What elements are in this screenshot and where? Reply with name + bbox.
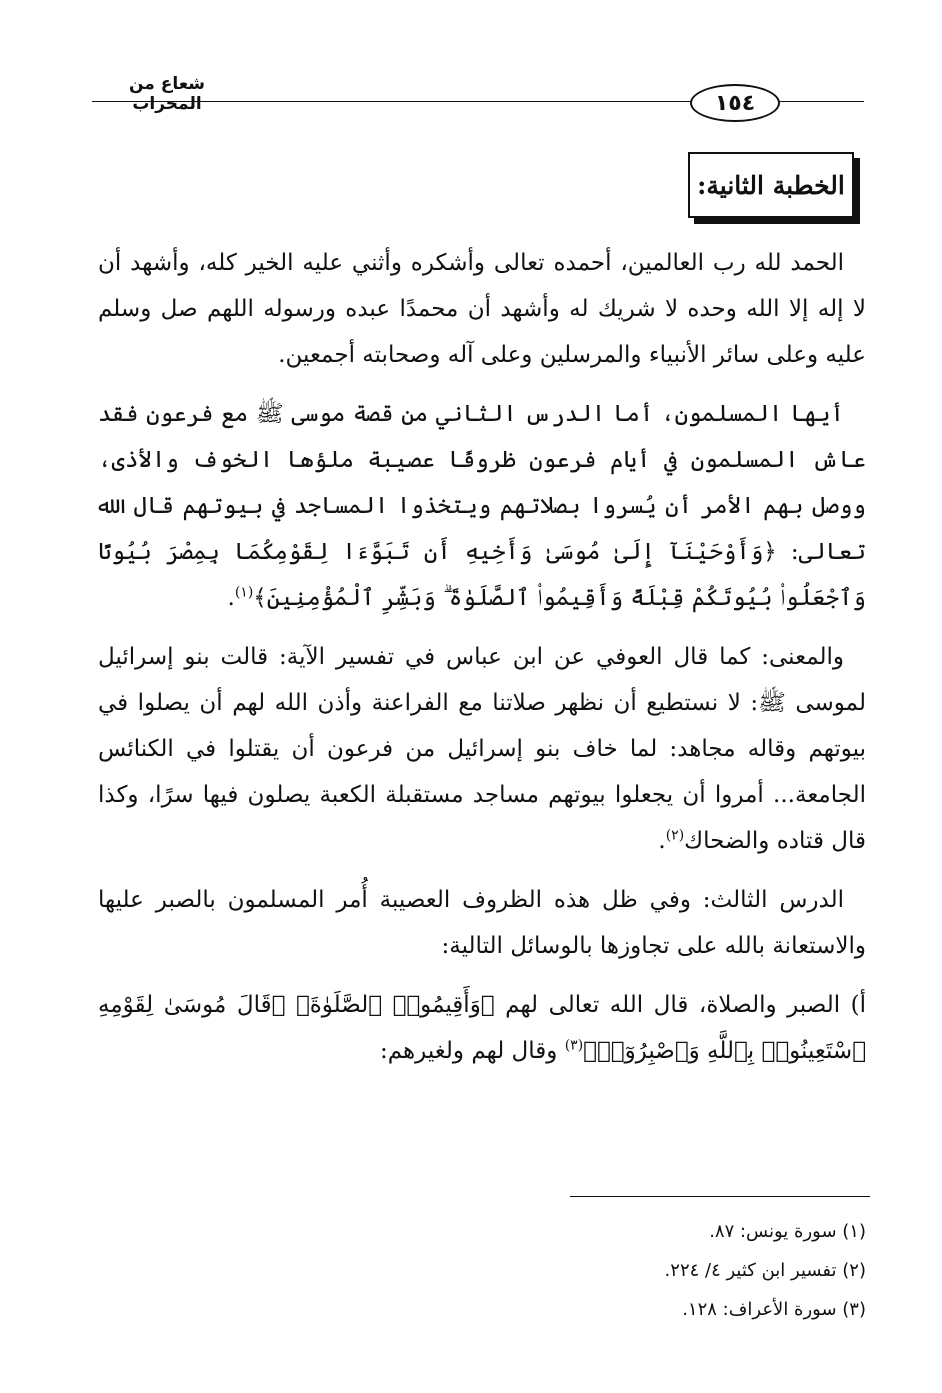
paragraph-patience	[98, 982, 866, 1074]
paragraph-opening	[98, 240, 866, 378]
footnote-3: (٣) سورة الأعراف: ١٢٨.	[682, 1299, 866, 1320]
footnote-1: (١) سورة يونس: ٨٧.	[709, 1221, 866, 1242]
page-number: ١٥٤	[690, 84, 780, 122]
paragraph-meaning-text: والمعنى: كما قال العوفي عن ابن عباس في تفسير الآية: قالت بنو إسرائيل لموسى ﷺ: لا نستطيع أن نظهر صلاتنا مع الفراعنة وأذن الله لهم أن يصلوا في بيوتهم وقاله مجاهد: لما خاف بنو إسرائيل من فرعون أن يقتلوا في الكنائس الجامعة... أمروا أن يجعلوا بيوتهم مساجد مستقبلة الكعبة يصلون فيها سرًا، وكذا قال قتاده والضحاك	[98, 644, 866, 854]
footnote-2: (٢) تفسير ابن كثير ٤/ ٢٢٤.	[664, 1260, 866, 1281]
paragraph-second-lesson: أيها المسلمون، أما الدرس الثاني من قصة موسى ﷺ مع فرعون فقد عاش المسلمون في أيام فرعون ظروفًا عصيبة ملؤها الخوف والأذى، ووصل بهم الأمر أن يُسروا بصلاتهم ويتخذوا المساجد في بيوتهم قال الله تعالى: ﴿وَأَوْحَيْنَآ إِلَىٰ مُوسَىٰ وَأَخِيهِ أَن تَبَوَّءَا لِقَوْمِكُمَا بِمِصْرَ بُيُوتًا وَٱجْعَلُوا۟ بُيُوتَكُمْ قِبْلَةً وَأَقِيمُوا۟ ٱلصَّلَوٰةَ ۗ وَبَشِّرِ ٱلْمُؤْمِنِينَ﴾$^{(١)}$.	[98, 401, 866, 611]
footnote-ref-1: (١)	[234, 584, 254, 601]
section-title: الخطبة الثانية:	[688, 152, 854, 218]
footnote-rule	[570, 1196, 870, 1197]
book-title: شعاع من المحراب	[128, 74, 206, 114]
footnote-ref-3: (٣)	[564, 1037, 584, 1054]
paragraph-meaning: والمعنى: كما قال العوفي عن ابن عباس في تفسير الآية: قالت بنو إسرائيل لموسى ﷺ: لا نستطيع أن نظهر صلاتنا مع الفراعنة وأذن الله لهم أن يصلوا في بيوتهم وقاله مجاهد: لما خاف بنو إسرائيل من فرعون أن يقتلوا في الكنائس الجامعة... أمروا أن يجعلوا بيوتهم مساجد مستقبلة الكعبة يصلون فيها سرًا، وكذا قال قتاده والضحاك$^{(٢)}$.	[98, 644, 866, 854]
paragraph-third-lesson-text: الدرس الثالث: وفي ظل هذه الظروف العصيبة أُمر المسلمون بالصبر عليها والاستعانة بالله على تجاوزها بالوسائل التالية:	[98, 887, 866, 959]
paragraph-patience-suffix: وقال لهم ولغيرهم:	[379, 1038, 558, 1064]
footnotes	[366, 1212, 866, 1329]
paragraph-patience-text: أ) الصبر والصلاة، قال الله تعالى لهم ﴿وَأَقِيمُوا۟ ٱلصَّلَوٰةَ﴾ ﴿قَالَ مُوسَىٰ لِقَوْمِهِ ٱسْتَعِينُوا۟ بِٱللَّهِ وَٱصْبِرُوٓا۟﴾	[98, 992, 866, 1064]
body-text	[98, 240, 866, 1087]
paragraph-opening-text: الحمد لله رب العالمين، أحمده تعالى وأشكره وأثني عليه الخير كله، وأشهد أن لا إله إلا الله وحده لا شريك له وأشهد أن محمدًا عبده ورسوله اللهم صل وسلم عليه وعلى سائر الأنبياء والمرسلين وعلى آله وصحابته أجمعين.	[98, 250, 866, 368]
paragraph-second-lesson-text: أيها المسلمون، أما الدرس الثاني من قصة موسى ﷺ مع فرعون فقد عاش المسلمون في أيام فرعون ظروفًا عصيبة ملؤها الخوف والأذى، ووصل بهم الأمر أن يُسروا بصلاتهم ويتخذوا المساجد في بيوتهم قال الله تعالى: ﴿وَأَوْحَيْنَآ إِلَىٰ مُوسَىٰ وَأَخِيهِ أَن تَبَوَّءَا لِقَوْمِكُمَا بِمِصْرَ بُيُوتًا وَٱجْعَلُوا۟ بُيُوتَكُمْ قِبْلَةً وَأَقِيمُوا۟ ٱلصَّلَوٰةَ ۗ وَبَشِّرِ ٱلْمُؤْمِنِينَ﴾	[98, 401, 866, 611]
paragraph-third-lesson	[98, 877, 866, 969]
footnote-ref-2: (٢)	[665, 827, 685, 844]
